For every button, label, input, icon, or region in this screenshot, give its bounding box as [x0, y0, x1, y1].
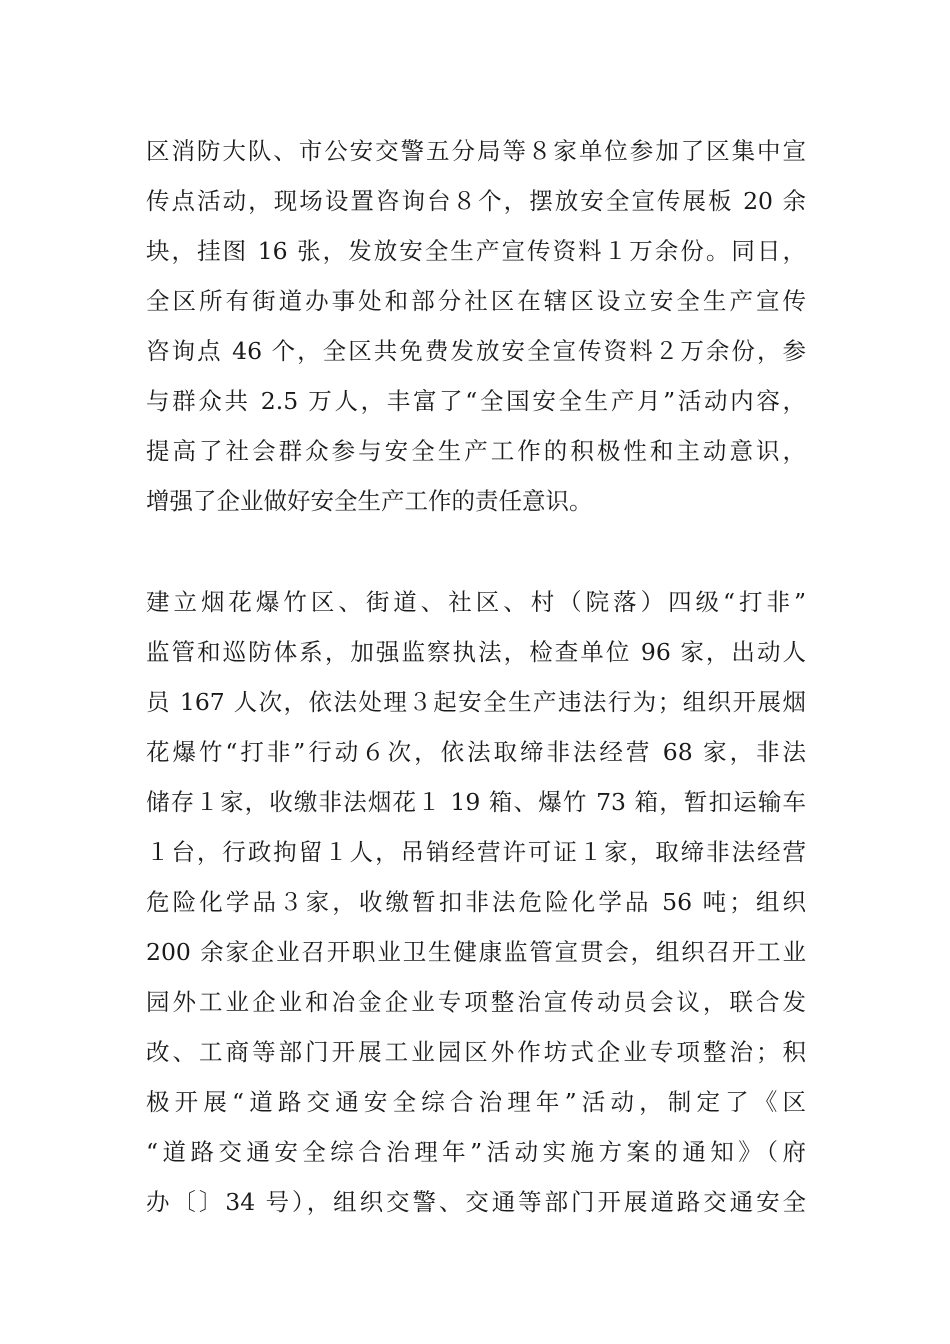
text-line: 花爆竹“打非”行动６次，依法取缔非法经营 68 家，非法	[146, 738, 806, 766]
text-line: 增强了企业做好安全生产工作的责任意识。	[146, 487, 593, 515]
text-line: 建立烟花爆竹区、街道、社区、村（院落）四级“打非”	[146, 588, 806, 616]
text-line: 园外工业企业和冶金企业专项整治宣传动员会议，联合发	[146, 988, 806, 1016]
text-line: １台，行政拘留１人，吊销经营许可证１家，取缔非法经营	[146, 838, 806, 866]
text-line: 极开展“道路交通安全综合治理年”活动，制定了《区	[146, 1088, 806, 1116]
text-line: “道路交通安全综合治理年”活动实施方案的通知》（府	[146, 1138, 806, 1166]
text-line: 危险化学品３家，收缴暂扣非法危险化学品 56 吨；组织	[146, 888, 806, 916]
text-line: 全区所有街道办事处和部分社区在辖区设立安全生产宣传	[146, 287, 806, 315]
text-line: 块，挂图 16 张，发放安全生产宣传资料１万余份。同日，	[146, 237, 806, 265]
text-line: 传点活动，现场设置咨询台８个，摆放安全宣传展板 20 余	[146, 187, 806, 215]
text-line: 200 余家企业召开职业卫生健康监管宣贯会，组织召开工业	[146, 938, 806, 966]
text-line: 监管和巡防体系，加强监察执法，检查单位 96 家，出动人	[146, 638, 806, 666]
text-line: 储存１家，收缴非法烟花１ 19 箱、爆竹 73 箱，暂扣运输车	[146, 788, 806, 816]
text-line: 办〔〕34 号），组织交警、交通等部门开展道路交通安全	[146, 1188, 806, 1216]
text-line: 提高了社会群众参与安全生产工作的积极性和主动意识，	[146, 437, 806, 465]
text-line: 咨询点 46 个，全区共免费发放安全宣传资料２万余份，参	[146, 337, 806, 365]
text-line: 区消防大队、市公安交警五分局等８家单位参加了区集中宣	[146, 137, 806, 165]
text-line: 改、工商等部门开展工业园区外作坊式企业专项整治；积	[146, 1038, 806, 1066]
text-line: 与群众共 2.5 万人，丰富了“全国安全生产月”活动内容，	[146, 387, 806, 415]
text-line: 员 167 人次，依法处理３起安全生产违法行为；组织开展烟	[146, 688, 806, 716]
